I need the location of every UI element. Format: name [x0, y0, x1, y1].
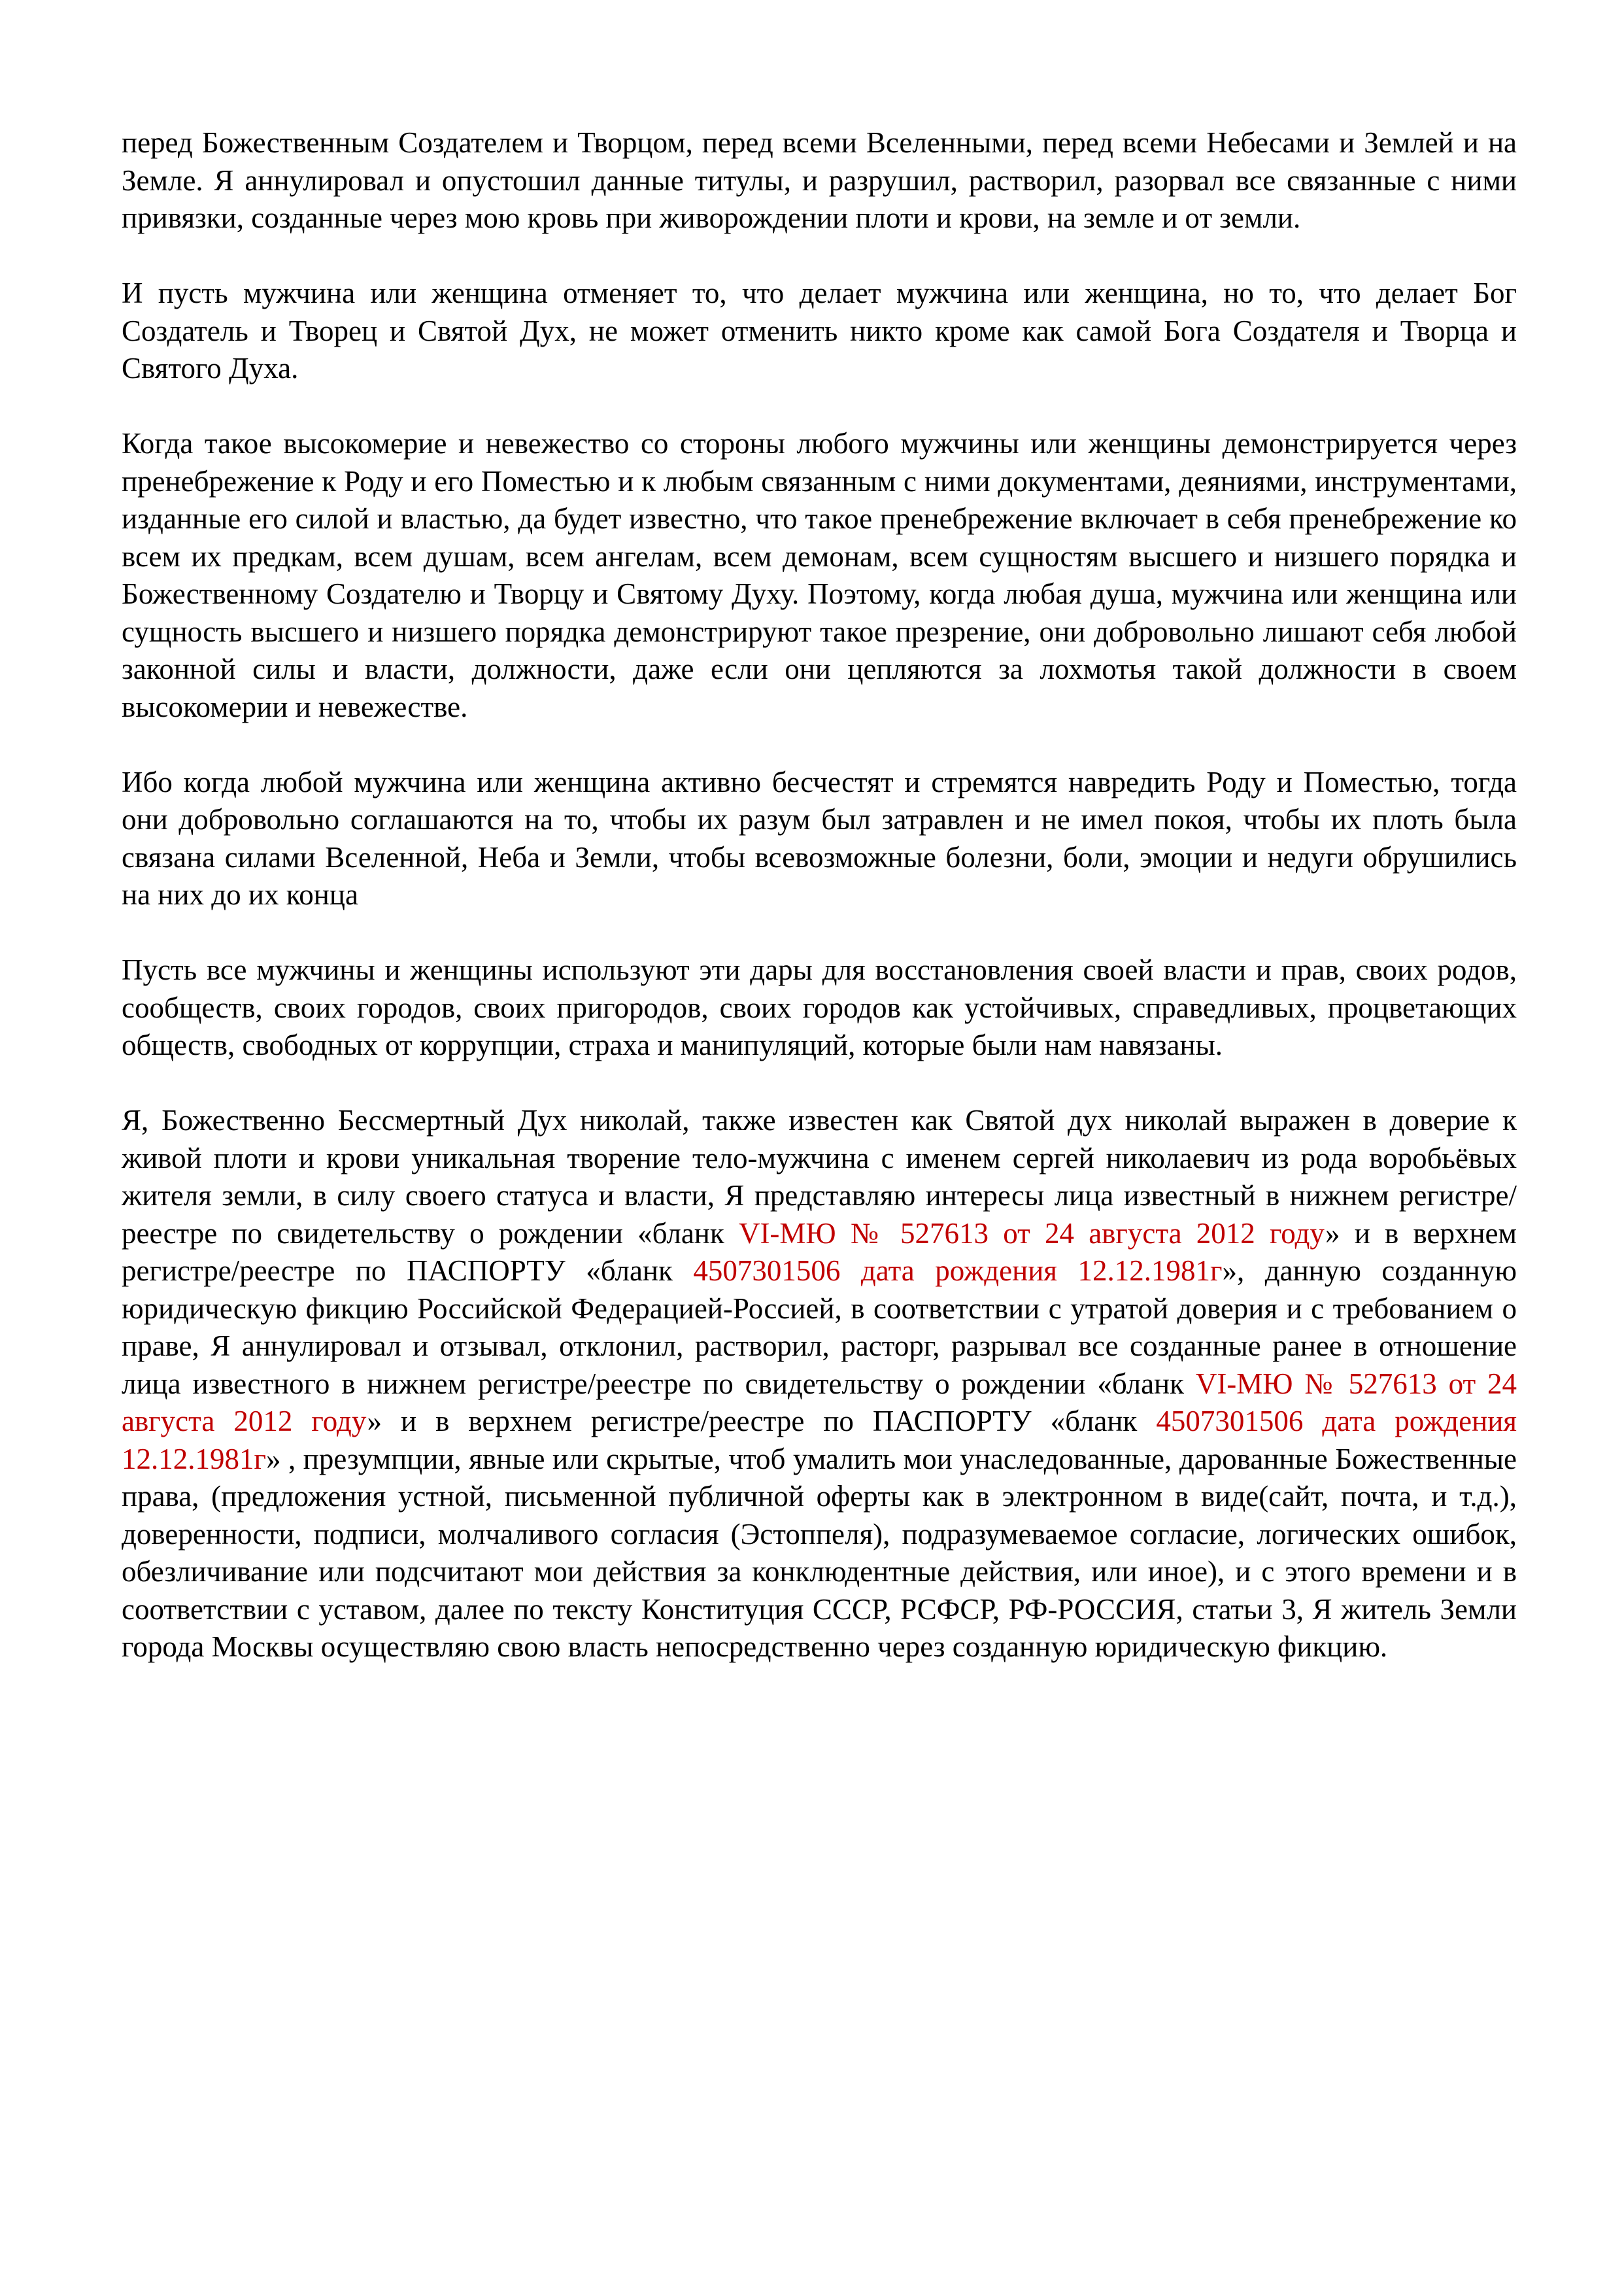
paragraph-5: Пусть все мужчины и женщины используют эти дары для восстановления своей власти и прав, своих родов, сообществ, своих городов, своих пригородов, своих городов как устойчивых, справедливых, процветающих обществ, свободных от коррупции, страха и манипуляций, которые были нам навязаны. — [122, 953, 1517, 1061]
declaration-text: », данную созданную юридическую фикцию Российской Федерацией-Россией, в соответствии с утратой доверия и с требованием о праве, Я аннулировал и отзывал, отклонил, растворил, расторг, разрывал все созданные ранее в отношение лица известного в нижнем регистре/реестре по свидетельству о рождении «бланк — [122, 1254, 1517, 1400]
document-page — [122, 124, 1517, 1704]
declaration-text: » и в верхнем регистре/реестре по ПАСПОРТУ «бланк — [122, 1216, 1517, 1287]
paragraph-4: Ибо когда любой мужчина или женщина активно бесчестят и стремятся навредить Роду и Поместью, тогда они добровольно соглашаются на то, чтобы их разум был затравлен и не имел покоя, чтобы их плоть была связана силами Вселенной, Неба и Земли, чтобы всевозможные болезни, боли, эмоции и недуги обрушились на них до их конца — [122, 765, 1517, 911]
paragraph-3: Когда такое высокомерие и невежество со стороны любого мужчины или женщины демонстрируется через пренебрежение к Роду и его Поместью и к любым связанным с ними документами, деяниями, инструментами, изданные его силой и властью, да будет известно, что такое пренебрежение включает в себя пренебрежение ко всем их предкам, всем душам, всем ангелам, всем демонам, всем сущностям высшего и низшего порядка и Божественному Создателю и Творцу и Святому Духу. Поэтому, когда любая душа, мужчина или женщина или сущность высшего и низшего порядка демонстрируют такое презрение, они добровольно лишают себя любой законной силы и власти, должности, даже если они цепляются за лохмотья такой должности в своем высокомерии и невежестве. — [122, 427, 1517, 723]
passport-number-and-birthdate: 4507301506 дата рождения 12.12.1981г — [693, 1254, 1223, 1287]
declaration-text: Я, Божественно Бессмертный Дух николай, также известен как Святой дух николай выражен в доверие к живой плоти и крови уникальная творение тело-мужчина с именем сергей николаевич из рода воробьёвых жителя земли, в силу своего статуса и власти, Я представляю интересы лица известный в нижнем регистре/реестре по свидетельству о рождении «бланк — [122, 1104, 1517, 1250]
declaration-text: » , презумпции, явные или скрытые, чтоб умалить мои унаследованные, дарованные Божественные права, (предложения устной, письменной публичной оферты как в электронном в виде(сайт, почта, и т.д.), доверенности, подписи, молчаливого согласия (Эстоппеля), подразумеваемое согласие, логических ошибок, обезличивание или подсчитают мои действия за конклюдентные действия, или иное), и с этого времени и в соответствии с уставом, далее по тексту Конституция СССР, РСФСР, РФ-РОССИЯ, статьи 3, Я житель Земли города Москвы осуществляю свою власть непосредственно через созданную юридическую фикцию. — [122, 1442, 1517, 1663]
passport-number-and-birthdate: 4507301506 дата рождения 12.12.1981г — [122, 1405, 1517, 1475]
declaration-text: » и в верхнем регистре/реестре по ПАСПОРТУ «бланк — [367, 1405, 1157, 1437]
paragraph-1: перед Божественным Создателем и Творцом, перед всеми Вселенными, перед всеми Небесами и Землей и на Земле. Я аннулировал и опустошил данные титулы, и разрушил, растворил, разорвал все связанные с ними привязки, созданные через мою кровь при живорождении плоти и крови, на земле и от земли. — [122, 126, 1517, 234]
paragraph-6-declaration — [122, 1102, 1517, 1666]
birth-certificate-number: VI-МЮ № 527613 от 24 августа 2012 году — [738, 1216, 1326, 1250]
birth-certificate-number: VI-МЮ № 527613 от 24 августа 2012 году — [122, 1367, 1517, 1437]
paragraph-2: И пусть мужчина или женщина отменяет то, что делает мужчина или женщина, но то, что делает Бог Создатель и Творец и Святой Дух, не может отменить никто кроме как самой Бога Создателя и Творца и Святого Духа. — [122, 277, 1517, 385]
